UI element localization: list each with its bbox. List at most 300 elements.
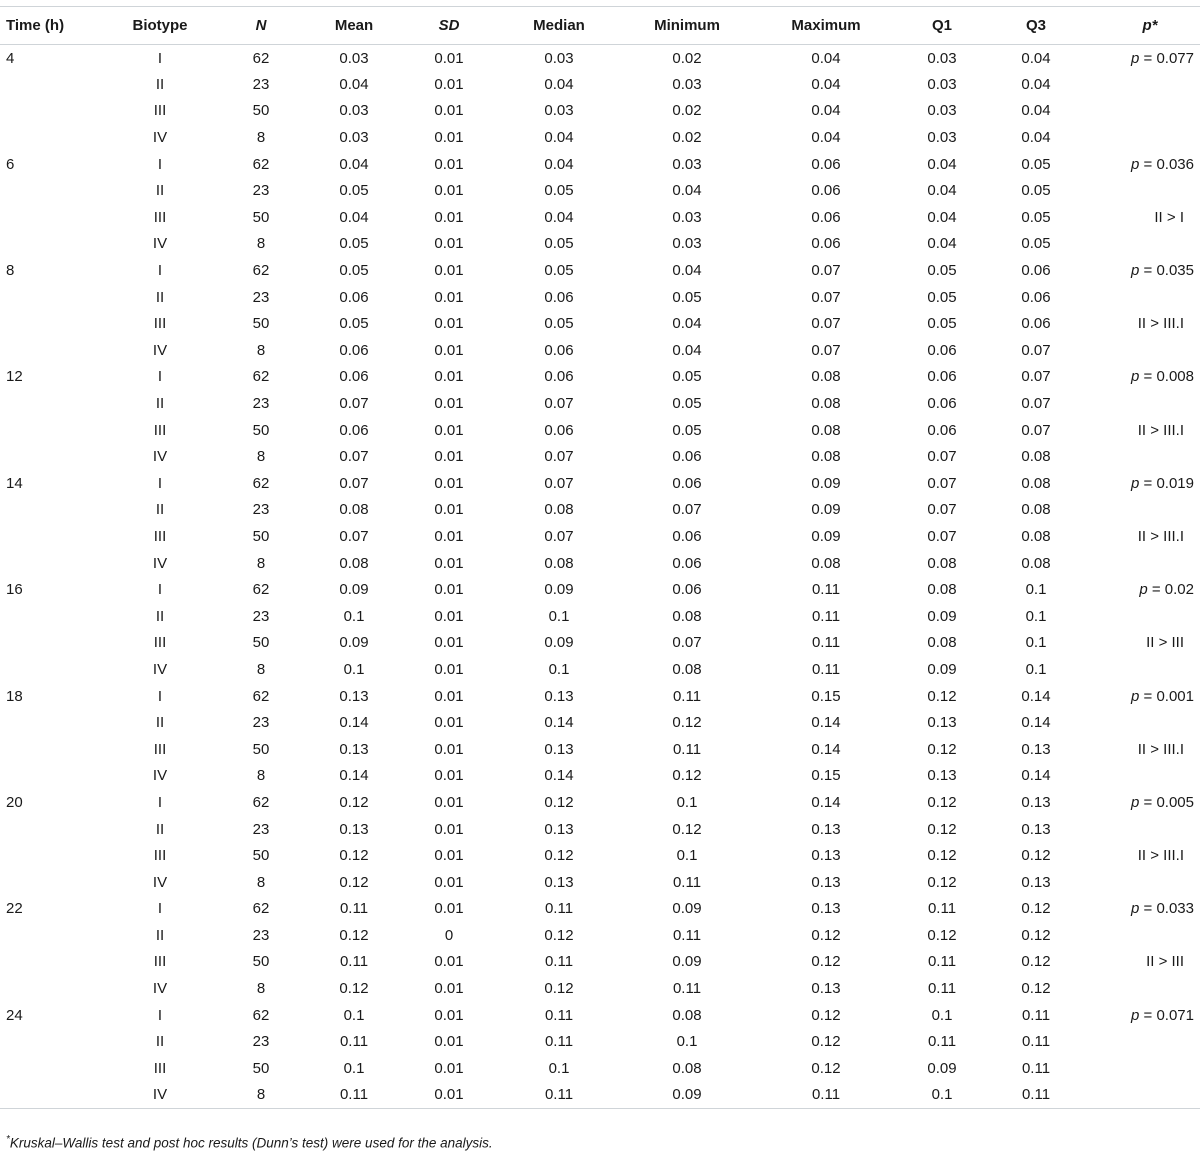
cell-mean: 0.1 bbox=[343, 660, 365, 678]
cell-median: 0.1 bbox=[548, 660, 570, 678]
p-number: 0.001 bbox=[1156, 687, 1194, 705]
cell-biotype: II bbox=[155, 501, 165, 519]
cell-q1: 0.07 bbox=[927, 474, 957, 492]
table-row bbox=[0, 896, 1200, 923]
cell-p bbox=[1100, 789, 1200, 816]
cell-sd: 0.01 bbox=[434, 1033, 464, 1051]
cell-biotype: IV bbox=[152, 235, 168, 253]
cell-sd: 0.01 bbox=[434, 341, 464, 359]
cell-q1: 0.12 bbox=[927, 873, 957, 891]
table-row bbox=[0, 869, 1200, 896]
cell-p bbox=[1100, 603, 1200, 630]
cell-n: 23 bbox=[252, 607, 270, 625]
table-row bbox=[0, 683, 1200, 710]
cell-maximum: 0.13 bbox=[811, 900, 841, 918]
cell-q3: 0.13 bbox=[1021, 793, 1051, 811]
cell-maximum: 0.08 bbox=[811, 448, 841, 466]
p-symbol: p bbox=[1139, 581, 1148, 599]
cell-sd: 0.01 bbox=[434, 953, 464, 971]
cell-q1: 0.07 bbox=[927, 448, 957, 466]
cell-mean: 0.12 bbox=[339, 980, 369, 998]
cell-mean: 0.03 bbox=[339, 102, 369, 120]
cell-median: 0.04 bbox=[544, 75, 574, 93]
cell-minimum: 0.07 bbox=[672, 634, 702, 652]
cell-biotype: II bbox=[155, 1033, 165, 1051]
cell-q1: 0.09 bbox=[927, 660, 957, 678]
cell-mean: 0.07 bbox=[339, 474, 369, 492]
p-equals: = bbox=[1139, 262, 1157, 280]
cell-time bbox=[0, 603, 92, 630]
cell-minimum: 0.05 bbox=[672, 368, 702, 386]
p-equals: = bbox=[1139, 49, 1157, 67]
cell-biotype: IV bbox=[152, 767, 168, 785]
cell-mean: 0.08 bbox=[339, 501, 369, 519]
header-mean: Mean bbox=[294, 7, 414, 45]
cell-maximum: 0.07 bbox=[811, 288, 841, 306]
cell-n: 50 bbox=[252, 315, 270, 333]
cell-minimum: 0.12 bbox=[672, 714, 702, 732]
cell-time bbox=[0, 763, 92, 790]
cell-p bbox=[1100, 763, 1200, 790]
p-value bbox=[1131, 475, 1194, 492]
cell-time bbox=[0, 390, 92, 417]
cell-minimum: 0.09 bbox=[672, 953, 702, 971]
cell-sd: 0.01 bbox=[434, 1059, 464, 1077]
table-body bbox=[0, 45, 1200, 1109]
cell-biotype: I bbox=[157, 900, 163, 918]
table-row bbox=[0, 949, 1200, 976]
table-row bbox=[0, 337, 1200, 364]
cell-mean: 0.06 bbox=[339, 421, 369, 439]
cell-maximum: 0.06 bbox=[811, 235, 841, 253]
cell-biotype: III bbox=[153, 421, 167, 439]
cell-time bbox=[0, 1028, 92, 1055]
cell-maximum: 0.11 bbox=[740, 1082, 912, 1109]
cell-p bbox=[1100, 98, 1200, 125]
cell-q3: 0.07 bbox=[1021, 341, 1051, 359]
cell-minimum: 0.03 bbox=[672, 75, 702, 93]
cell-median: 0.07 bbox=[544, 448, 574, 466]
cell-time bbox=[0, 1082, 92, 1109]
cell-minimum: 0.06 bbox=[672, 448, 702, 466]
header-row bbox=[0, 7, 1200, 45]
cell-mean: 0.1 bbox=[343, 607, 365, 625]
cell-q1: 0.05 bbox=[927, 262, 957, 280]
cell-minimum: 0.06 bbox=[672, 527, 702, 545]
cell-sd: 0.01 bbox=[434, 474, 464, 492]
header-sd: SD bbox=[414, 7, 484, 45]
table-row bbox=[0, 816, 1200, 843]
cell-p bbox=[1100, 842, 1200, 869]
table-row bbox=[0, 1002, 1200, 1029]
cell-sd: 0.01 bbox=[434, 129, 464, 147]
cell-q1: 0.09 bbox=[927, 1059, 957, 1077]
cell-maximum: 0.06 bbox=[811, 182, 841, 200]
cell-maximum: 0.04 bbox=[811, 75, 841, 93]
cell-time bbox=[0, 337, 92, 364]
footnote bbox=[6, 1134, 493, 1151]
cell-n: 62 bbox=[252, 368, 270, 386]
cell-p bbox=[1100, 709, 1200, 736]
cell-p bbox=[1100, 576, 1200, 603]
cell-p bbox=[1100, 630, 1200, 657]
table-row bbox=[0, 417, 1200, 444]
cell-p bbox=[1100, 922, 1200, 949]
cell-q3: 0.11 bbox=[1021, 1059, 1051, 1077]
cell-minimum: 0.04 bbox=[672, 262, 702, 280]
cell-median: 0.13 bbox=[544, 820, 574, 838]
cell-time bbox=[0, 869, 92, 896]
cell-time: 20 bbox=[6, 793, 23, 811]
cell-n: 8 bbox=[256, 448, 266, 466]
cell-median: 0.12 bbox=[544, 980, 574, 998]
table-row bbox=[0, 603, 1200, 630]
cell-n: 62 bbox=[252, 687, 270, 705]
cell-p bbox=[1100, 364, 1200, 391]
cell-sd: 0.01 bbox=[434, 714, 464, 732]
p-equals: = bbox=[1139, 687, 1157, 705]
cell-mean: 0.07 bbox=[339, 448, 369, 466]
cell-p bbox=[1100, 1002, 1200, 1029]
cell-q3: 0.04 bbox=[1021, 49, 1051, 67]
cell-median: 0.1 bbox=[548, 1059, 570, 1077]
cell-q3: 0.08 bbox=[1021, 501, 1051, 519]
cell-sd: 0.01 bbox=[434, 501, 464, 519]
cell-q3: 0.1 bbox=[1025, 634, 1047, 652]
cell-biotype: II bbox=[155, 926, 165, 944]
footnote-mark: * bbox=[6, 1134, 10, 1145]
cell-mean: 0.05 bbox=[339, 235, 369, 253]
table-row bbox=[0, 922, 1200, 949]
p-value bbox=[1131, 50, 1194, 67]
p-symbol: p bbox=[1131, 793, 1140, 811]
cell-n: 62 bbox=[252, 793, 270, 811]
cell-sd: 0.01 bbox=[434, 262, 464, 280]
cell-biotype: IV bbox=[152, 980, 168, 998]
cell-mean: 0.1 bbox=[343, 1059, 365, 1077]
cell-time bbox=[0, 177, 92, 204]
p-value bbox=[1131, 794, 1194, 811]
cell-biotype: III bbox=[153, 953, 167, 971]
cell-maximum: 0.06 bbox=[811, 208, 841, 226]
cell-sd: 0.01 bbox=[434, 847, 464, 865]
cell-n: 23 bbox=[252, 182, 270, 200]
cell-n: 23 bbox=[252, 501, 270, 519]
footnote-text: Kruskal–Wallis test and post hoc results (Dunn’s test) were used for the analysis. bbox=[9, 1135, 493, 1151]
cell-q3: 0.04 bbox=[1021, 102, 1051, 120]
posthoc-result: II > III bbox=[1146, 634, 1184, 652]
cell-biotype: IV bbox=[152, 554, 168, 572]
cell-n: 8 bbox=[256, 341, 266, 359]
cell-time bbox=[0, 98, 92, 125]
cell-p bbox=[1100, 151, 1200, 178]
cell-biotype: III bbox=[153, 847, 167, 865]
p-number: 0.035 bbox=[1156, 262, 1194, 280]
cell-biotype: IV bbox=[152, 341, 168, 359]
cell-biotype: II bbox=[155, 75, 165, 93]
cell-q1: 0.04 bbox=[927, 208, 957, 226]
cell-q3: 0.11 bbox=[1021, 1006, 1051, 1024]
cell-mean: 0.05 bbox=[339, 182, 369, 200]
cell-q1: 0.13 bbox=[927, 767, 957, 785]
p-symbol: p bbox=[1131, 687, 1140, 705]
cell-time: 12 bbox=[6, 368, 23, 386]
cell-sd: 0.01 bbox=[434, 980, 464, 998]
table-row bbox=[0, 470, 1200, 497]
cell-sd: 0.01 bbox=[434, 873, 464, 891]
cell-sd: 0.01 bbox=[434, 75, 464, 93]
cell-time: 16 bbox=[6, 581, 23, 599]
cell-minimum: 0.11 bbox=[672, 926, 702, 944]
cell-median: 0.04 bbox=[544, 155, 574, 173]
cell-n: 50 bbox=[252, 421, 270, 439]
cell-minimum: 0.09 bbox=[634, 1082, 740, 1109]
cell-p bbox=[1100, 257, 1200, 284]
cell-n: 23 bbox=[252, 75, 270, 93]
cell-q3: 0.13 bbox=[1021, 740, 1051, 758]
cell-mean: 0.13 bbox=[339, 687, 369, 705]
cell-mean: 0.11 bbox=[339, 953, 369, 971]
cell-q3: 0.12 bbox=[1021, 980, 1051, 998]
cell-q3: 0.14 bbox=[1021, 687, 1051, 705]
cell-time bbox=[0, 656, 92, 683]
cell-maximum: 0.07 bbox=[811, 315, 841, 333]
p-equals: = bbox=[1139, 474, 1157, 492]
table-row bbox=[0, 204, 1200, 231]
cell-mean: 0.12 bbox=[339, 847, 369, 865]
table-row bbox=[0, 98, 1200, 125]
cell-sd: 0.01 bbox=[434, 607, 464, 625]
cell-n: 23 bbox=[252, 395, 270, 413]
p-symbol: p bbox=[1131, 900, 1140, 918]
cell-sd: 0.01 bbox=[434, 155, 464, 173]
cell-time: 14 bbox=[6, 474, 23, 492]
cell-q1: 0.12 bbox=[927, 926, 957, 944]
cell-q1: 0.12 bbox=[927, 820, 957, 838]
cell-time bbox=[0, 310, 92, 337]
cell-biotype: IV bbox=[152, 873, 168, 891]
cell-median: 0.08 bbox=[544, 501, 574, 519]
cell-sd: 0.01 bbox=[434, 395, 464, 413]
cell-n: 50 bbox=[252, 847, 270, 865]
cell-p bbox=[1100, 310, 1200, 337]
cell-q3: 0.07 bbox=[1021, 368, 1051, 386]
cell-p bbox=[1100, 470, 1200, 497]
cell-maximum: 0.04 bbox=[811, 49, 841, 67]
cell-minimum: 0.02 bbox=[672, 129, 702, 147]
cell-median: 0.14 bbox=[544, 767, 574, 785]
cell-minimum: 0.11 bbox=[672, 980, 702, 998]
cell-minimum: 0.06 bbox=[672, 581, 702, 599]
cell-time bbox=[0, 949, 92, 976]
cell-median: 0.05 bbox=[544, 182, 574, 200]
table-row bbox=[0, 45, 1200, 72]
cell-sd: 0 bbox=[444, 926, 454, 944]
cell-sd: 0.01 bbox=[434, 581, 464, 599]
cell-n: 62 bbox=[252, 474, 270, 492]
cell-sd: 0.01 bbox=[434, 288, 464, 306]
cell-mean: 0.13 bbox=[339, 820, 369, 838]
header-maximum: Maximum bbox=[740, 7, 912, 45]
p-number: 0.008 bbox=[1156, 368, 1194, 386]
cell-p bbox=[1100, 177, 1200, 204]
cell-q3: 0.1 bbox=[1025, 660, 1047, 678]
cell-time bbox=[0, 443, 92, 470]
cell-mean: 0.12 bbox=[339, 793, 369, 811]
p-number: 0.033 bbox=[1156, 900, 1194, 918]
cell-biotype: IV bbox=[152, 129, 168, 147]
cell-biotype: II bbox=[155, 288, 165, 306]
cell-sd: 0.01 bbox=[434, 1006, 464, 1024]
cell-sd: 0.01 bbox=[434, 793, 464, 811]
cell-p bbox=[1100, 443, 1200, 470]
cell-biotype: III bbox=[153, 315, 167, 333]
cell-biotype: III bbox=[153, 527, 167, 545]
cell-median: 0.04 bbox=[544, 129, 574, 147]
cell-biotype: I bbox=[157, 793, 163, 811]
cell-mean: 0.04 bbox=[339, 155, 369, 173]
table-row bbox=[0, 1055, 1200, 1082]
cell-q3: 0.11 bbox=[972, 1082, 1100, 1109]
table-row bbox=[0, 550, 1200, 577]
cell-minimum: 0.02 bbox=[672, 102, 702, 120]
table-row bbox=[0, 124, 1200, 151]
cell-n: 50 bbox=[252, 740, 270, 758]
cell-minimum: 0.08 bbox=[672, 1059, 702, 1077]
table-row bbox=[0, 763, 1200, 790]
p-value bbox=[1139, 581, 1194, 598]
cell-maximum: 0.11 bbox=[811, 634, 841, 652]
cell-mean: 0.06 bbox=[339, 341, 369, 359]
cell-biotype: II bbox=[155, 395, 165, 413]
cell-median: 0.06 bbox=[544, 288, 574, 306]
cell-minimum: 0.05 bbox=[672, 288, 702, 306]
posthoc-result: II > I bbox=[1154, 208, 1184, 226]
table-header bbox=[0, 7, 1200, 45]
cell-sd: 0.01 bbox=[434, 820, 464, 838]
cell-maximum: 0.13 bbox=[811, 847, 841, 865]
cell-n: 50 bbox=[252, 208, 270, 226]
cell-n: 62 bbox=[252, 49, 270, 67]
table-row bbox=[0, 576, 1200, 603]
p-symbol: p bbox=[1131, 262, 1140, 280]
cell-sd: 0.01 bbox=[434, 235, 464, 253]
table-row bbox=[0, 71, 1200, 98]
p-number: 0.005 bbox=[1156, 793, 1194, 811]
cell-mean: 0.1 bbox=[343, 1006, 365, 1024]
cell-n: 62 bbox=[252, 155, 270, 173]
cell-sd: 0.01 bbox=[434, 315, 464, 333]
cell-median: 0.12 bbox=[544, 793, 574, 811]
cell-q3: 0.12 bbox=[1021, 900, 1051, 918]
cell-minimum: 0.04 bbox=[672, 182, 702, 200]
cell-p bbox=[1100, 390, 1200, 417]
cell-mean: 0.06 bbox=[339, 288, 369, 306]
cell-sd: 0.01 bbox=[434, 421, 464, 439]
cell-mean: 0.05 bbox=[339, 315, 369, 333]
cell-biotype: I bbox=[157, 262, 163, 280]
table-row bbox=[0, 231, 1200, 258]
cell-mean: 0.05 bbox=[339, 262, 369, 280]
cell-time: 8 bbox=[6, 262, 15, 280]
cell-maximum: 0.15 bbox=[811, 687, 841, 705]
cell-biotype: IV bbox=[92, 1082, 228, 1109]
cell-p bbox=[1100, 204, 1200, 231]
cell-maximum: 0.12 bbox=[811, 953, 841, 971]
cell-time: 18 bbox=[6, 687, 23, 705]
p-equals: = bbox=[1139, 155, 1157, 173]
p-number: 0.036 bbox=[1156, 155, 1194, 173]
cell-maximum: 0.15 bbox=[811, 767, 841, 785]
cell-minimum: 0.05 bbox=[672, 395, 702, 413]
cell-minimum: 0.08 bbox=[672, 607, 702, 625]
cell-q1: 0.12 bbox=[927, 687, 957, 705]
p-symbol: p bbox=[1131, 49, 1140, 67]
p-symbol: p bbox=[1131, 368, 1140, 386]
cell-median: 0.1 bbox=[548, 607, 570, 625]
cell-biotype: I bbox=[157, 687, 163, 705]
cell-minimum: 0.05 bbox=[672, 421, 702, 439]
p-equals: = bbox=[1139, 900, 1157, 918]
cell-n: 50 bbox=[252, 102, 270, 120]
p-value bbox=[1131, 900, 1194, 917]
cell-biotype: I bbox=[157, 155, 163, 173]
cell-n: 23 bbox=[252, 714, 270, 732]
cell-median: 0.04 bbox=[544, 208, 574, 226]
cell-time bbox=[0, 497, 92, 524]
cell-mean: 0.06 bbox=[339, 368, 369, 386]
cell-q3: 0.12 bbox=[1021, 847, 1051, 865]
cell-biotype: III bbox=[153, 634, 167, 652]
cell-p bbox=[1100, 1028, 1200, 1055]
cell-time bbox=[0, 231, 92, 258]
cell-biotype: II bbox=[155, 607, 165, 625]
cell-median: 0.11 bbox=[544, 1006, 574, 1024]
cell-q3: 0.06 bbox=[1021, 262, 1051, 280]
cell-minimum: 0.08 bbox=[672, 1006, 702, 1024]
cell-biotype: III bbox=[153, 102, 167, 120]
cell-mean: 0.14 bbox=[339, 767, 369, 785]
cell-maximum: 0.14 bbox=[811, 740, 841, 758]
p-value bbox=[1131, 1007, 1194, 1024]
header-minimum: Minimum bbox=[634, 7, 740, 45]
cell-n: 50 bbox=[252, 527, 270, 545]
cell-q3: 0.13 bbox=[1021, 820, 1051, 838]
cell-q1: 0.08 bbox=[927, 554, 957, 572]
cell-maximum: 0.13 bbox=[811, 820, 841, 838]
p-number: 0.077 bbox=[1156, 49, 1194, 67]
cell-maximum: 0.11 bbox=[811, 581, 841, 599]
cell-minimum: 0.1 bbox=[676, 847, 698, 865]
table-row bbox=[0, 177, 1200, 204]
cell-minimum: 0.04 bbox=[672, 341, 702, 359]
cell-biotype: III bbox=[153, 1059, 167, 1077]
p-equals: = bbox=[1139, 368, 1157, 386]
cell-minimum: 0.03 bbox=[672, 235, 702, 253]
posthoc-result: II > III bbox=[1146, 953, 1184, 971]
cell-q1: 0.12 bbox=[927, 793, 957, 811]
cell-maximum: 0.14 bbox=[811, 793, 841, 811]
cell-maximum: 0.06 bbox=[811, 155, 841, 173]
table-row bbox=[0, 497, 1200, 524]
header-q1: Q1 bbox=[912, 7, 972, 45]
cell-biotype: I bbox=[157, 581, 163, 599]
cell-q3: 0.13 bbox=[1021, 873, 1051, 891]
table-row bbox=[0, 284, 1200, 311]
cell-maximum: 0.13 bbox=[811, 873, 841, 891]
cell-q3: 0.1 bbox=[1025, 581, 1047, 599]
cell-mean: 0.04 bbox=[339, 208, 369, 226]
